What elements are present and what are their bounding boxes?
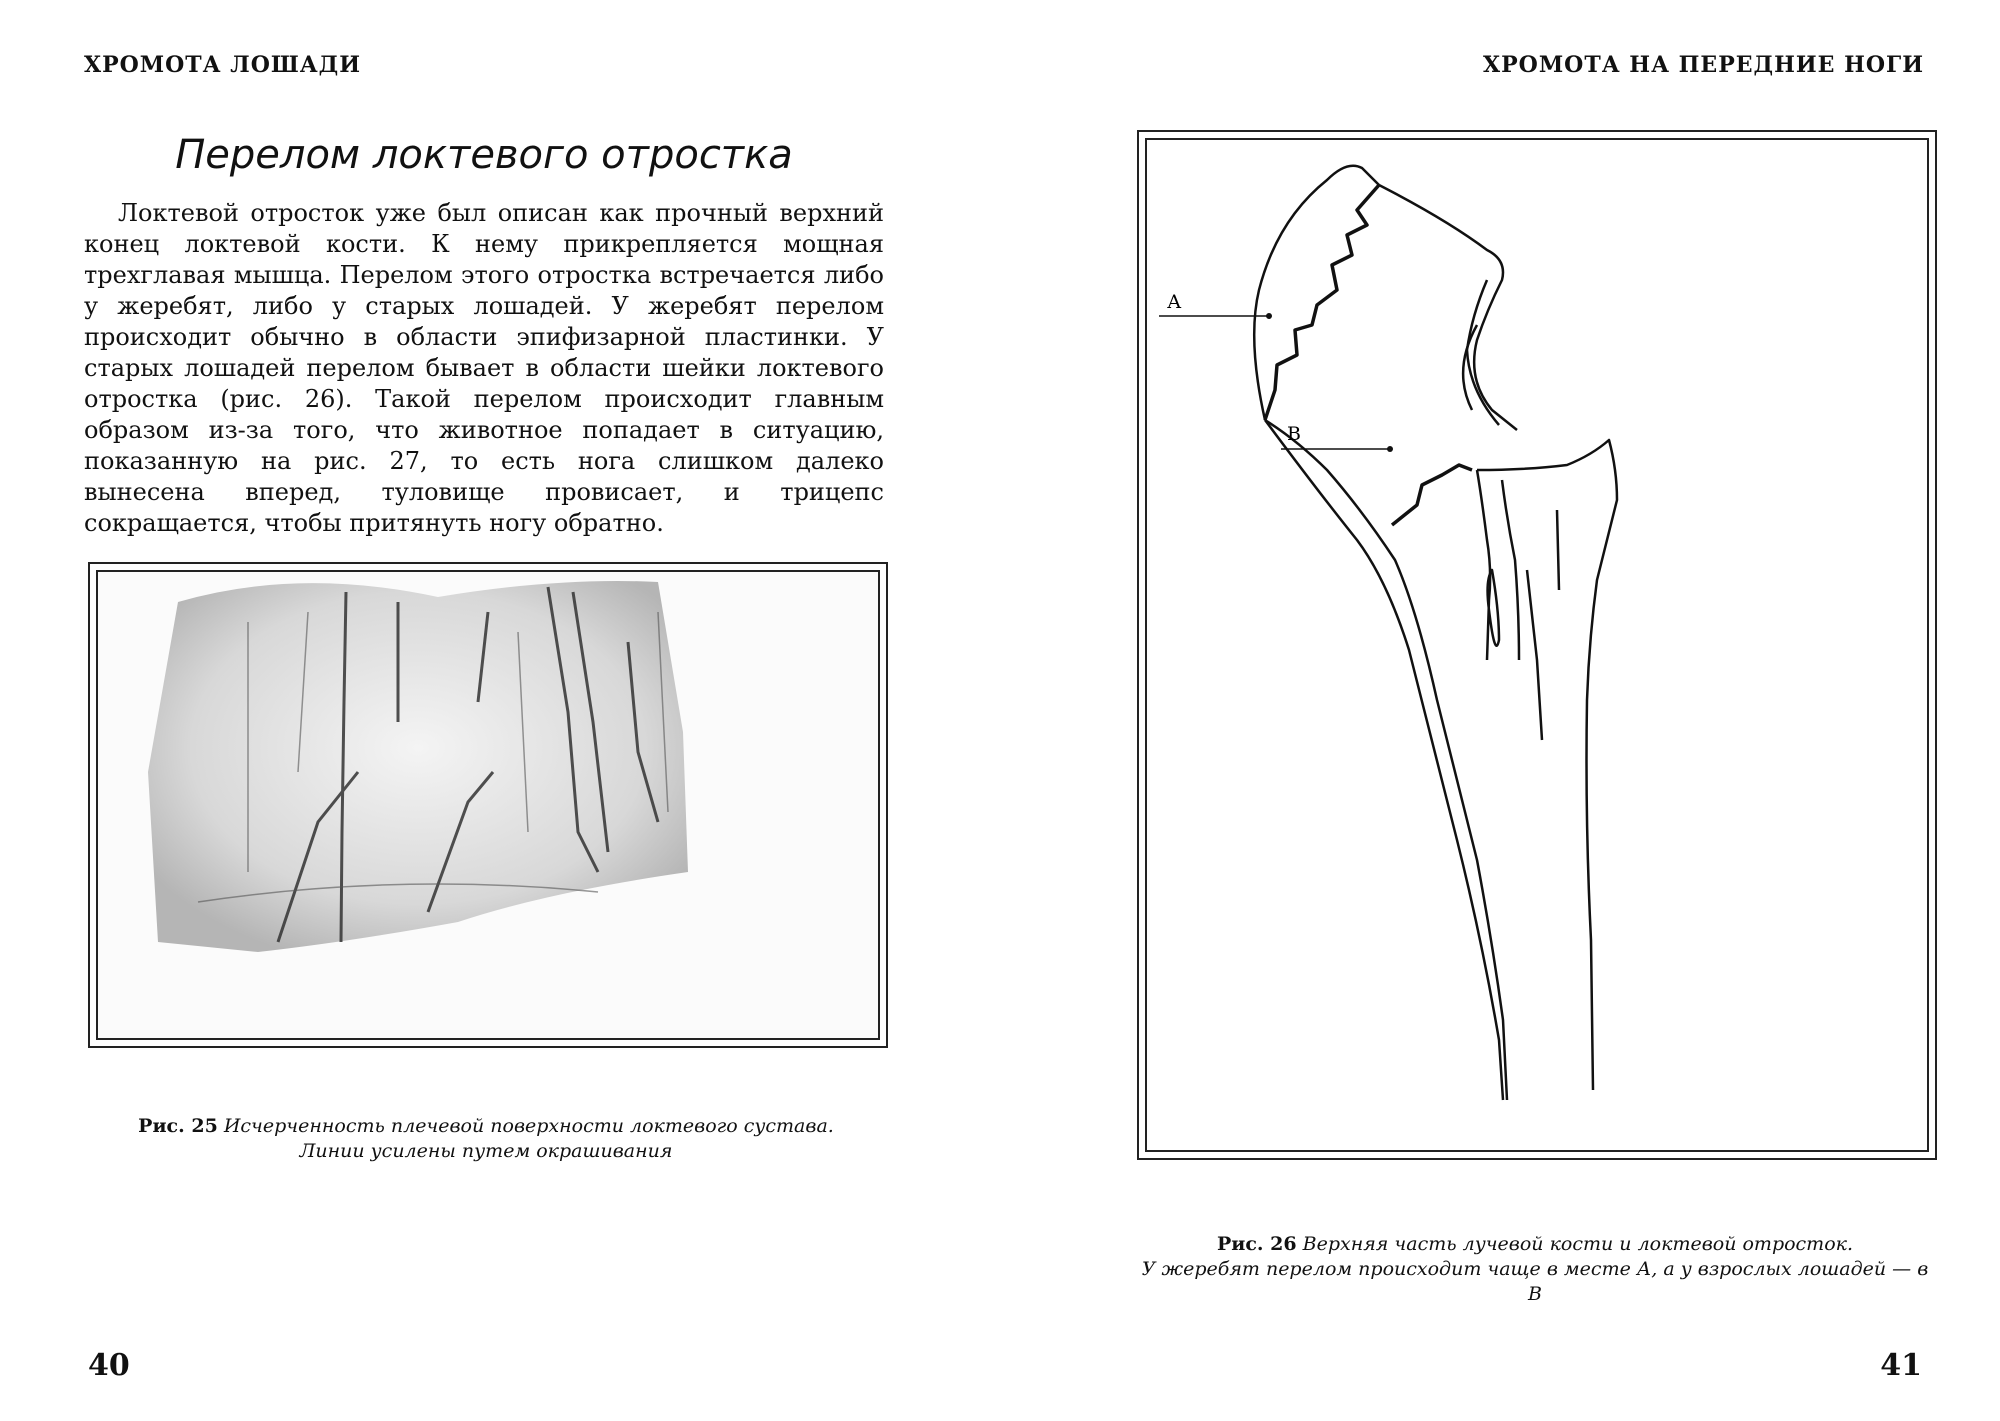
figure-26-drawing: [1145, 138, 1929, 1152]
marker-b: [1387, 446, 1393, 452]
marker-a: [1266, 313, 1272, 319]
label-b: В: [1287, 423, 1301, 445]
figure-25-caption-line1: Исчерченность плечевой поверхности локтевого сустава.: [223, 1115, 834, 1137]
figure-25-frame: [88, 562, 888, 1048]
figure-25-caption-line2: Линии усилены путем окрашивания: [299, 1140, 673, 1162]
figure-26-frame: [1137, 130, 1937, 1160]
figure-25-number: Рис. 25: [138, 1115, 218, 1137]
page-number-left: 40: [88, 1348, 130, 1383]
body-paragraph: Локтевой отросток уже был описан как прочный верхний конец локтевой кости. К нему прикрепляется мощная трехглавая мышца. Перелом этого отростка встречается либо у жеребят, либо у старых лошадей. У жеребят перелом происходит обычно в области эпифизарной пластинки. У старых лошадей перелом бывает в области шейки локтевого отростка (рис. 26). Такой перелом происходит главным образом из-за того, что животное попадает в ситуацию, показанную на рис. 27, то есть нога слишком далеко вынесена вперед, туловище провисает, и трицепс сокращается, чтобы притянуть ногу обратно.: [84, 199, 884, 537]
section-title: Перелом локтевого отростка: [175, 132, 793, 178]
figure-26-number: Рис. 26: [1216, 1233, 1297, 1255]
figure-26-caption-line1: Верхняя часть лучевой кости и локтевой отросток.: [1302, 1233, 1854, 1255]
label-a: А: [1167, 291, 1182, 313]
figure-25-caption: [88, 1114, 884, 1164]
figure-26-caption-line2: У жеребят перелом происходит чаще в месте А, а у взрослых лошадей — в В: [1141, 1258, 1929, 1305]
page-number-right: 41: [1880, 1348, 1922, 1383]
running-header-left: ХРОМОТА ЛОШАДИ: [84, 52, 362, 78]
figure-25-photo: [96, 570, 880, 1040]
figure-26-caption: [1137, 1232, 1933, 1307]
running-header-right: ХРОМОТА НА ПЕРЕДНИЕ НОГИ: [1483, 52, 1924, 78]
